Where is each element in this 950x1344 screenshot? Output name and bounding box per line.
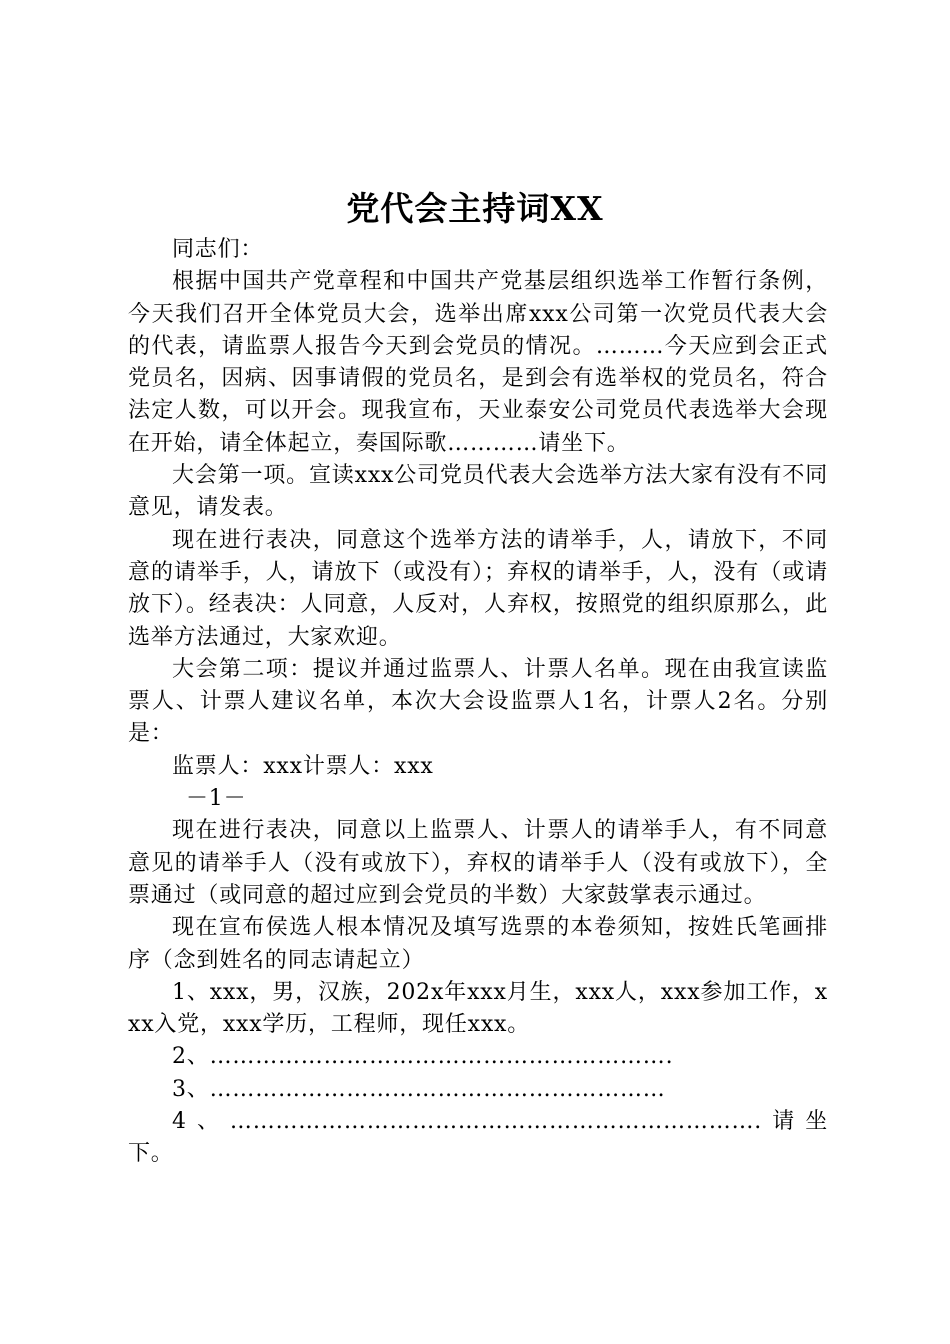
paragraph-tellers: 监票人：xxx计票人：xxx	[172, 753, 434, 779]
candidate-item-4: 4、…………………………………………………………….请坐下。	[128, 1109, 828, 1167]
paragraph-opening: 根据中国共产党章程和中国共产党基层组织选举工作暂行条例，今天我们召开全体党员大会，选举出席xxx公司第一次党员代表大会的代表，请监票人报告今天到会党员的情况。………今天应到会正式党员名，因病、因事请假的党员名，是到会有选举权的党员名，符合法定人数，可以开会。现我宣布，天业泰安公司党员代表选举大会现在开始，请全体起立，奏国际歌…………请坐下。	[128, 269, 828, 456]
candidate-item-1: 1、xxx，男，汉族，202x年xxx月生，xxx人，xxx参加工作，xxx入党，xxx学历，工程师，现任xxx。	[128, 979, 828, 1038]
document-title: 党代会主持词XX	[346, 189, 604, 228]
document-body	[128, 234, 828, 1171]
paragraph-vote-method: 现在进行表决，同意这个选举方法的请举手，人，请放下，不同意的请举手，人，请放下（或没有）；弃权的请举手，人，没有（或请放下）。经表决：人同意，人反对，人弃权，按照党的组织原那么，此选举方法通过，大家欢迎。	[128, 527, 828, 650]
candidate-item-2: 2、…………………………………………………….	[172, 1044, 674, 1070]
salutation: 同志们：	[172, 237, 264, 262]
paragraph-vote-tellers: 现在进行表决，同意以上监票人、计票人的请举手人，有不同意意见的请举手人（没有或放下），弃权的请举手人（没有或放下），全票通过（或同意的超过应到会党员的半数）大家鼓掌表示通过。	[128, 818, 828, 908]
candidate-item-3: 3、……………………………………………………	[172, 1076, 666, 1102]
paragraph-candidates-intro: 现在宣布侯选人根本情况及填写选票的本卷须知，按姓氏笔画排序（念到姓名的同志请起立）	[128, 915, 828, 973]
page-number: －1－	[186, 786, 247, 812]
paragraph-item-two: 大会第二项：提议并通过监票人、计票人名单。现在由我宣读监票人、计票人建议名单，本次大会设监票人1名，计票人2名。分别是：	[128, 656, 828, 747]
paragraph-item-one: 大会第一项。宣读xxx公司党员代表大会选举方法大家有没有不同意见，请发表。	[128, 463, 828, 521]
